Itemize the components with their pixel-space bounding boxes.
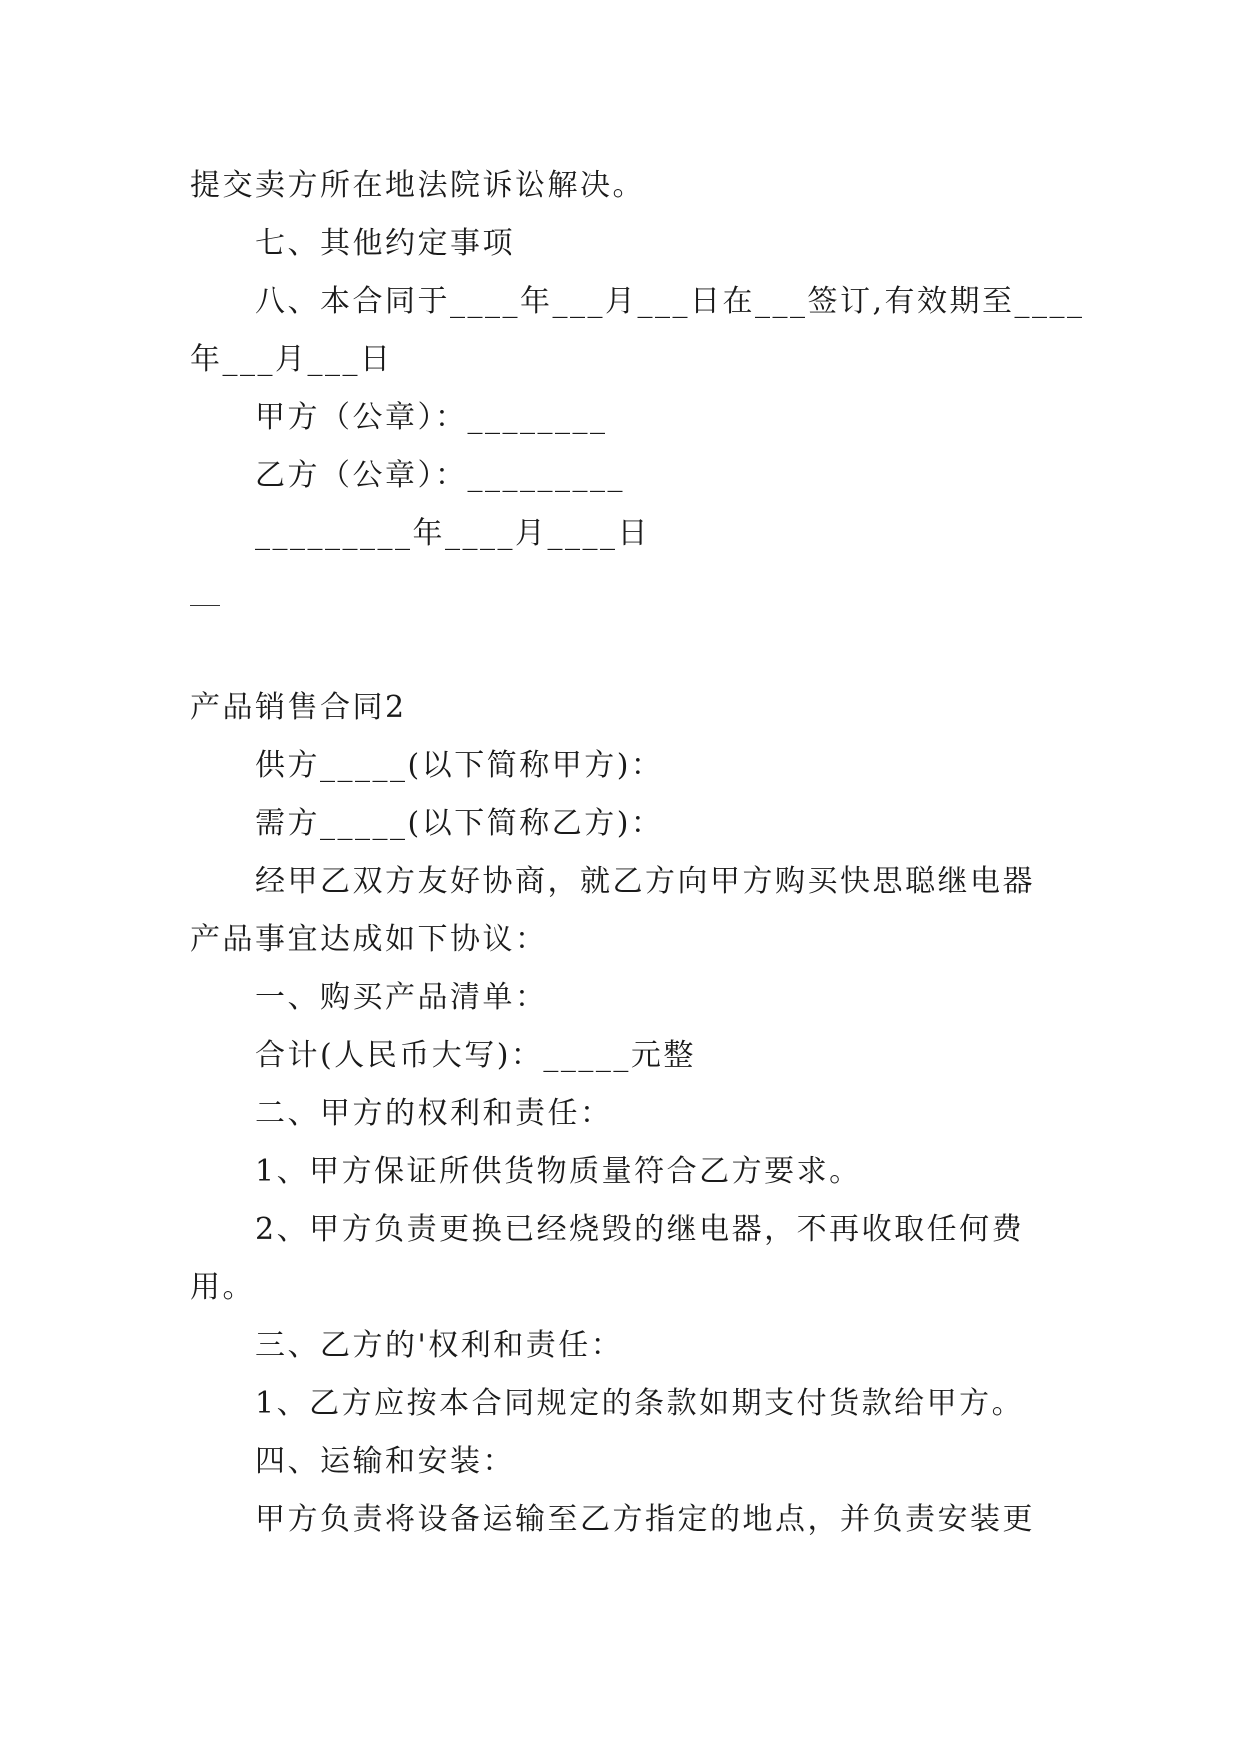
section-heading: 七、其他约定事项: [255, 226, 515, 261]
paragraph-line: 甲方负责将设备运输至乙方指定的地点，并负责安装更: [255, 1502, 1035, 1537]
party-a-seal-line: 甲方（公章）：________: [255, 400, 608, 435]
paragraph-line: 产品事宜达成如下协议：: [190, 922, 548, 957]
section-heading: 二、甲方的权利和责任：: [255, 1096, 613, 1131]
paragraph-line: 1、甲方保证所供货物质量符合乙方要求。: [255, 1154, 862, 1189]
section-divider: [190, 605, 220, 606]
document-title: 产品销售合同2: [190, 690, 407, 725]
paragraph-line: 2、甲方负责更换已经烧毁的继电器，不再收取任何费: [255, 1212, 1025, 1247]
section-heading: 三、乙方的'权利和责任：: [255, 1328, 624, 1363]
paragraph-line: 八、本合同于____年___月___日在___签订,有效期至____: [255, 284, 1085, 319]
buyer-line: 需方_____(以下简称乙方)：: [255, 806, 664, 841]
paragraph-line: 经甲乙双方友好协商，就乙方向甲方购买快思聪继电器: [255, 864, 1035, 899]
paragraph-line: 1、乙方应按本合同规定的条款如期支付货款给甲方。: [255, 1386, 1025, 1421]
paragraph-line: 用。: [190, 1270, 255, 1305]
party-b-seal-line: 乙方（公章）：_________: [255, 458, 625, 493]
supplier-line: 供方_____(以下简称甲方)：: [255, 748, 664, 783]
section-heading: 四、运输和安装：: [255, 1444, 515, 1479]
section-heading: 一、购买产品清单：: [255, 980, 548, 1015]
paragraph-line: 年___月___日: [190, 342, 393, 377]
paragraph-line: 提交卖方所在地法院诉讼解决。: [190, 168, 645, 203]
total-amount-line: 合计(人民币大写)：_____元整: [255, 1038, 696, 1073]
signing-date-line: _________年____月____日: [255, 516, 650, 551]
